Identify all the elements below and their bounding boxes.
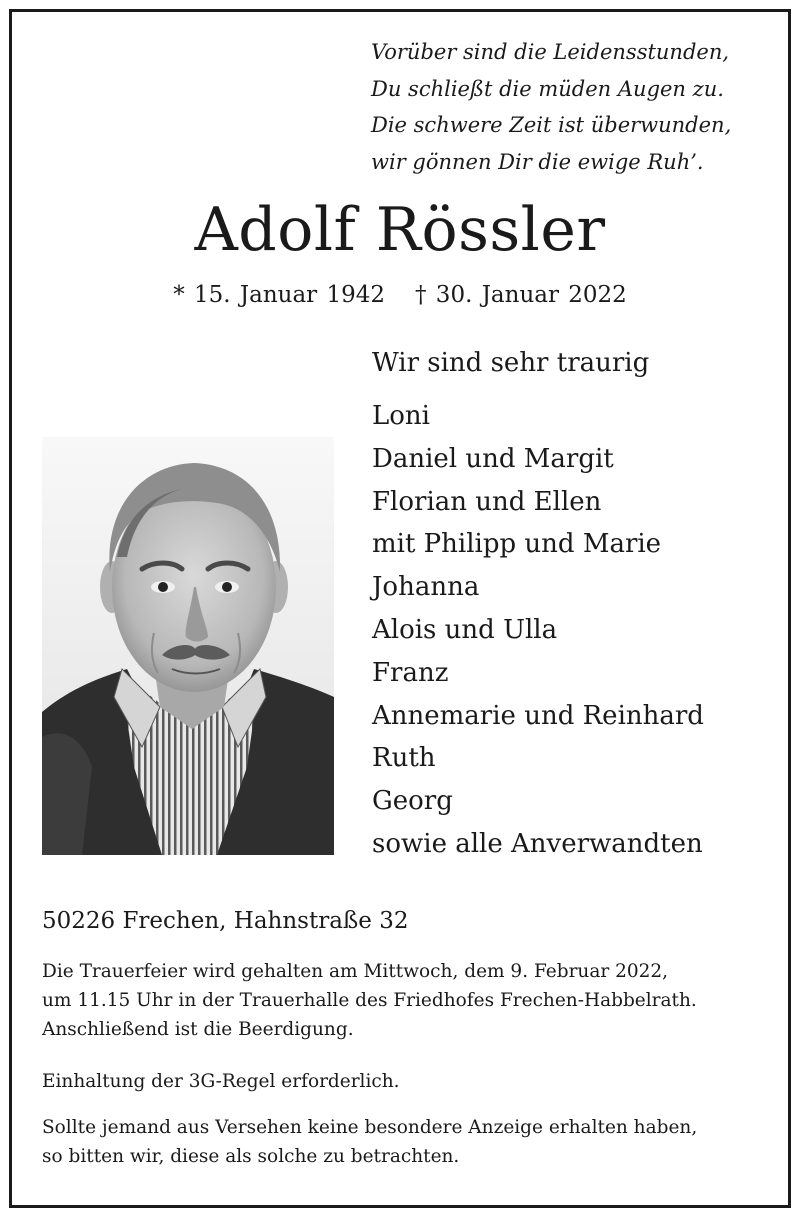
portrait-photo xyxy=(42,437,334,855)
mourner-name: Alois und Ulla xyxy=(372,614,558,645)
deceased-name: Adolf Rössler xyxy=(194,195,606,265)
funeral-details xyxy=(42,957,772,1044)
funeral-line: um 11.15 Uhr in der Trauerhalle des Friedhofes Frechen-Habbelrath. xyxy=(42,990,697,1011)
closing-line: Sollte jemand aus Versehen keine besondere Anzeige erhalten haben, xyxy=(42,1117,698,1138)
poem xyxy=(371,34,771,180)
mourners-list xyxy=(372,395,782,866)
mourner-name: Franz xyxy=(372,657,449,688)
mourner-name: sowie alle Anverwandten xyxy=(372,828,703,859)
closing-note xyxy=(42,1113,772,1171)
life-dates xyxy=(0,280,800,310)
mourner-name: Georg xyxy=(372,786,453,817)
poem-line: wir gönnen Dir die ewige Ruh’. xyxy=(371,149,704,174)
family-address: 50226 Frechen, Hahnstraße 32 xyxy=(42,908,409,934)
mourner-name: Loni xyxy=(372,401,430,431)
mourner-name: Daniel und Margit xyxy=(372,443,614,474)
funeral-line: Die Trauerfeier wird gehalten am Mittwoch, dem 9. Februar 2022, xyxy=(42,961,669,982)
poem-line: Die schwere Zeit ist überwunden, xyxy=(371,113,732,137)
funeral-line: Anschließend ist die Beerdigung. xyxy=(42,1019,354,1040)
mourners-intro: Wir sind sehr traurig xyxy=(372,348,650,378)
closing-line: so bitten wir, diese als solche zu betrachten. xyxy=(42,1146,460,1167)
mourners-block xyxy=(372,343,782,866)
mourner-name: mit Philipp und Marie xyxy=(372,529,662,560)
death-date: † 30. Januar 2022 xyxy=(415,282,627,308)
portrait-illustration xyxy=(42,437,334,855)
mourner-name: Florian und Ellen xyxy=(372,486,602,517)
poem-line: Vorüber sind die Leidensstunden, xyxy=(371,40,730,64)
covid-note-text: Einhaltung der 3G-Regel erforderlich. xyxy=(42,1071,400,1092)
covid-note xyxy=(42,1067,772,1096)
mourner-name: Ruth xyxy=(372,743,436,774)
mourner-name: Johanna xyxy=(372,572,480,603)
birth-date: * 15. Januar 1942 xyxy=(173,282,385,308)
poem-line: Du schließt die müden Augen zu. xyxy=(371,76,724,101)
mourner-name: Annemarie und Reinhard xyxy=(372,700,704,731)
